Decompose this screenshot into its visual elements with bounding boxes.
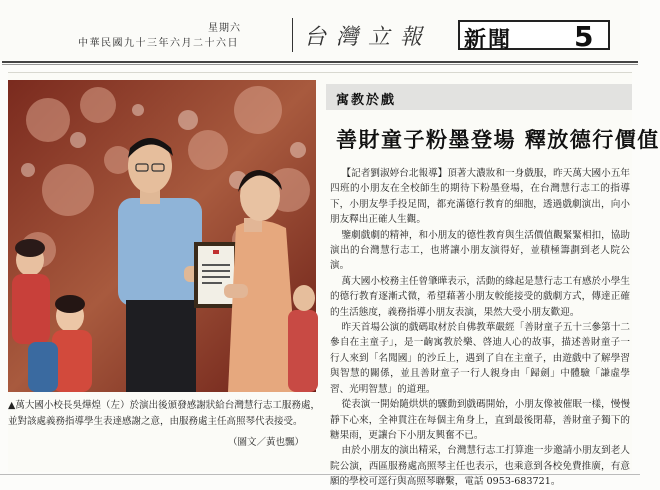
article-photo bbox=[8, 80, 316, 392]
article-kicker: 寓教於戲 bbox=[336, 93, 397, 108]
section-box bbox=[458, 20, 610, 53]
header-date: 中華民國九十三年六月二十六日 bbox=[78, 38, 239, 49]
photo-caption: ▲萬大國小校長吳燁煌（左）於演出後頒發感謝狀給台灣慧行志工服務處，並對該處義務指導學生表達感謝之意，由服務處主任高照琴代表接受。 bbox=[8, 400, 320, 427]
article-headline: 善財童子粉墨登場 釋放德行價值 bbox=[336, 128, 660, 152]
header-rule bbox=[2, 61, 638, 63]
photo-credit: （圖文／黃也飄） bbox=[228, 437, 305, 448]
newspaper-header bbox=[0, 0, 640, 60]
article-paragraph: 【記者劉淑婷台北報導】頂著大濃妝和一身戲服，昨天萬大國小五年四班的小朋友在全校師生的期待下粉墨登場，在台灣慧行志工的指導下，小朋友學手投足間，都充滿德行教育的細胞，透過戲劇演出，向小朋友釋出正確人生觀。 bbox=[330, 168, 630, 226]
section-label: 新聞 bbox=[464, 27, 513, 53]
header-rule-thin bbox=[2, 64, 638, 65]
article-body bbox=[330, 166, 630, 490]
certificate-icon bbox=[194, 242, 238, 308]
article-paragraph: 萬大國小校務主任曾肇曄表示，活動的緣起是慧行志工有感於小學生的德行教育逐漸式微，希望藉著小朋友較能接受的戲劇方式，傳達正確的生活態度，義務指導小朋友表演，果然大受小朋友歡迎。 bbox=[330, 275, 630, 318]
header-weekday: 星期六 bbox=[208, 23, 241, 34]
footer-rule bbox=[0, 474, 640, 475]
newspaper-name: 台灣立報 bbox=[304, 25, 433, 50]
photo-illustration bbox=[8, 80, 316, 392]
page-number: 5 bbox=[574, 20, 594, 53]
article-paragraph: 鑒劇戲劇的精神，和小朋友的德性教育與生活價值觀緊緊相扣，協助演出的台灣慧行志工，也將讓小朋友演得好，並積極籌劃到老人院公演。 bbox=[330, 229, 630, 272]
header-divider bbox=[292, 18, 293, 52]
article-paragraph: 昨天首場公演的戲碼取材於自佛教華嚴經「善財童子五十三參第十二參自在主童子」，是一齣寓教於樂、啓迪人心的故事，描述善財童子一行人來到「名聞國」的沙丘上，遇到了自在主童子，由遊戲中了解學習與智慧的關係，並且善財童子一行人親身由「歸劍」中體驗「謙虛學習、光明智慧」的道理。 bbox=[330, 322, 630, 395]
article-paragraph: 由於小朋友的演出精采，台灣慧行志工打算進一步邀請小朋友到老人院公演，西區服務處高照琴主任也表示，也乘意到各校免費推廣，有意願的學校可逕行與高照琴聯繫，電話 0953-683721。 bbox=[330, 445, 630, 488]
article-paragraph: 從表演一開始隨烘烘的驟動到戲碼開始，小朋友像被催眠一樣，慢慢靜下心來，全神貫注在每個主角身上，直到最後閉幕，善財童子獨下的糖果雨，更讓台下小朋友興奮不已。 bbox=[330, 399, 630, 441]
